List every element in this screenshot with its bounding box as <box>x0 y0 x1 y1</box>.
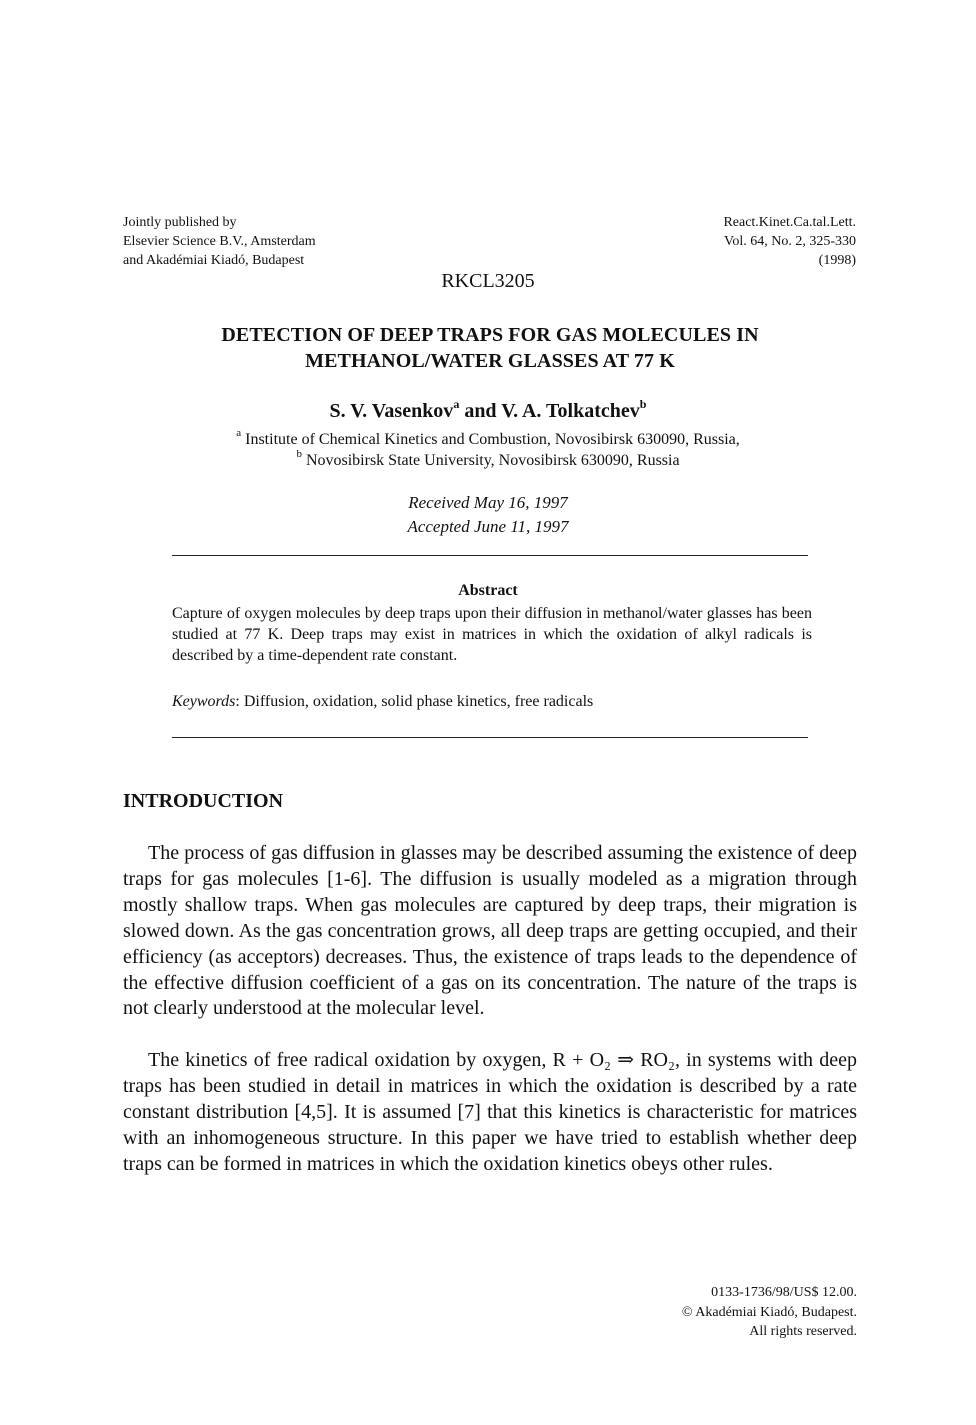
author-tolkatchev: V. A. Tolkatchev <box>501 400 640 422</box>
affiliation-a-text: Institute of Chemical Kinetics and Combustion, Novosibirsk 630090, Russia, <box>245 431 740 448</box>
keywords-list: : Diffusion, oxidation, solid phase kinetics, free radicals <box>235 693 594 710</box>
title-line-2: METHANOL/WATER GLASSES AT 77 K <box>305 350 675 372</box>
title-line-1: DETECTION OF DEEP TRAPS FOR GAS MOLECULES IN <box>221 324 759 346</box>
abstract-heading: Abstract <box>458 582 518 599</box>
publisher-info <box>123 213 316 270</box>
copyright-holder: © Akadémiai Kiadó, Budapest. <box>681 1304 857 1320</box>
issn-price: 0133-1736/98/US$ 12.00. <box>711 1285 857 1300</box>
keywords-label: Keywords <box>172 693 236 710</box>
affiliation-b-text: Novosibirsk State University, Novosibirsk 630090, Russia <box>305 452 680 469</box>
affiliation-b-mark: b <box>296 448 302 460</box>
affiliation-a-mark: a <box>236 427 242 439</box>
dates <box>0 491 976 539</box>
affiliation-a <box>0 427 976 449</box>
journal-citation <box>640 213 856 270</box>
abstract-text: Capture of oxygen molecules by deep traps upon their diffusion in methanol/water glasses has been studied at 77 K. Deep traps may exist in matrices in which the oxidation of alkyl radicals is described by a time-dependent rate constant. <box>172 605 812 664</box>
divider-bottom <box>172 737 808 738</box>
publisher-line-3: and Akadémiai Kiadó, Budapest <box>123 253 305 268</box>
journal-year: (1998) <box>818 253 856 268</box>
article-code: RKCL3205 <box>441 270 535 292</box>
intro-paragraph-1-block <box>123 841 857 1022</box>
author-conjunction: and <box>459 400 502 422</box>
accepted-date: Accepted June 11, 1997 <box>407 517 569 536</box>
author-vasenkov: S. V. Vasenkov <box>329 400 454 422</box>
author-1-mark: a <box>453 397 460 411</box>
intro-paragraph-2-block <box>123 1048 857 1178</box>
intro-paragraph-2: The kinetics of free radical oxidation by oxygen, R + O₂ ⇒ RO₂, in systems with deep traps has been studied in detail in matrices in which the oxidation is described by a rate constant distribution [4,5]. It is assumed [7] that this kinetics is characteristic for matrices with an inhomogeneous structure. In this paper we have tried to establish whether deep traps can be formed in matrices in which the oxidation kinetics obeys other rules. <box>123 1049 857 1175</box>
journal-volume: Vol. 64, No. 2, 325-330 <box>724 234 856 249</box>
received-date: Received May 16, 1997 <box>408 493 568 512</box>
author-list <box>0 397 976 423</box>
author-2-mark: b <box>639 397 647 411</box>
paper-title <box>150 322 830 374</box>
affiliation-b <box>0 448 976 470</box>
intro-paragraph-1: The process of gas diffusion in glasses may be described assuming the existence of deep traps for gas molecules [1-6]. The diffusion is usually modeled as a migration through mostly shallow traps. When gas molecules are captured by deep traps, their migration is slowed down. As the gas concentration grows, all deep traps are getting occupied, and their efficiency (as acceptors) decreases. Thus, the existence of traps leads to the dependence of the effective diffusion coefficient of a gas on its concentration. The nature of the traps is not clearly understood at the molecular level. <box>123 842 857 1020</box>
section-heading-introduction: INTRODUCTION <box>123 790 284 812</box>
publisher-line-1: Jointly published by <box>123 215 237 230</box>
keywords <box>172 693 812 711</box>
rights-reserved: All rights reserved. <box>749 1324 857 1339</box>
journal-name: React.Kinet.Ca.tal.Lett. <box>723 215 856 230</box>
divider-top <box>172 555 808 556</box>
publisher-line-2: Elsevier Science B.V., Amsterdam <box>123 234 316 249</box>
copyright-footer <box>560 1283 857 1342</box>
